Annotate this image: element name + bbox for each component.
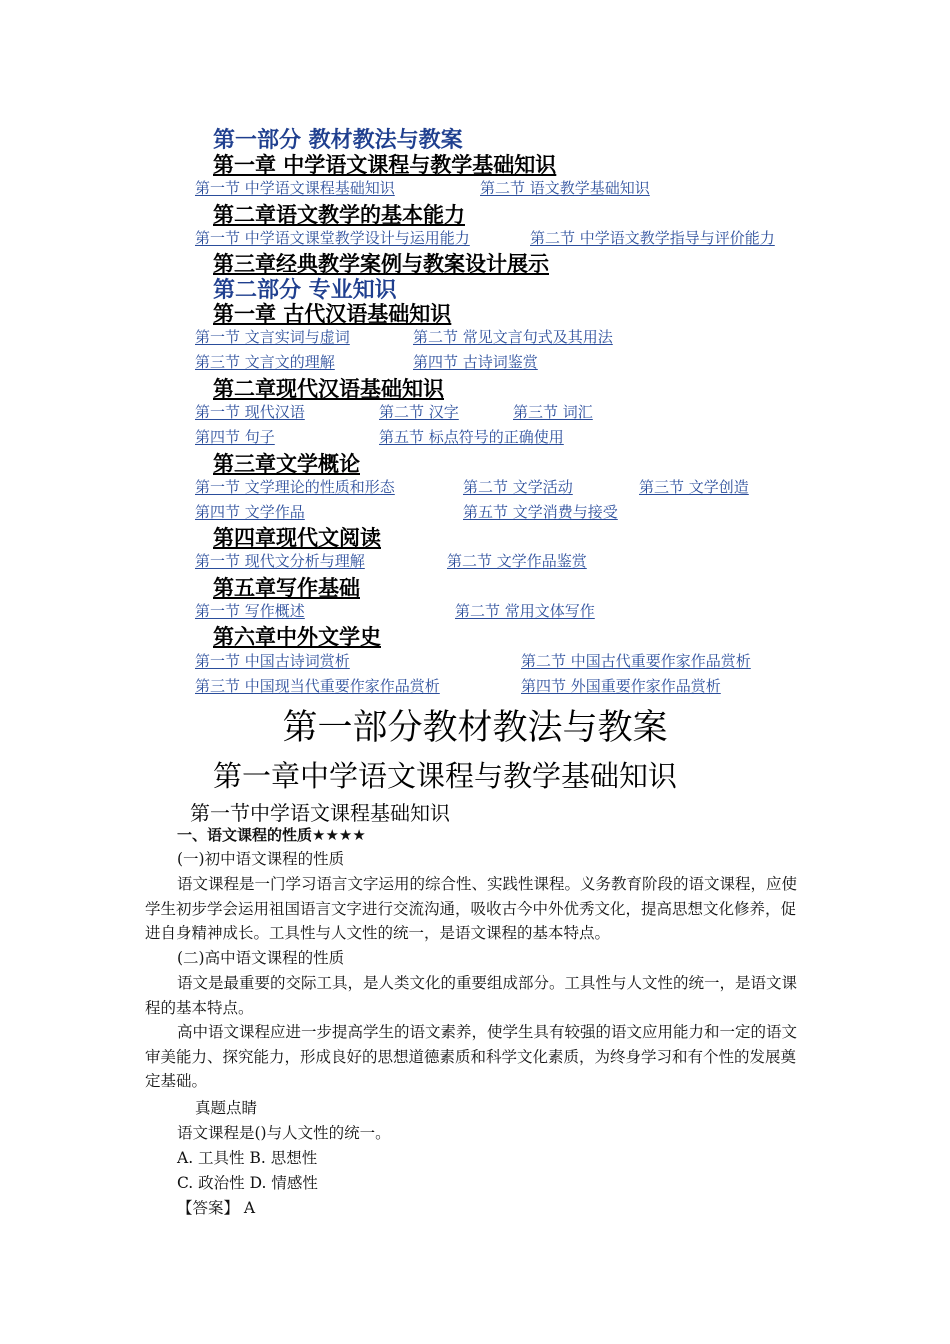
toc-part2-title: 第二部分 专业知识 [213, 278, 397, 303]
toc-p2-ch3-s5-link[interactable]: 第五节 文学消费与接受 [463, 503, 618, 521]
toc-p2-ch2-s4-link[interactable]: 第四节 句子 [195, 428, 275, 446]
toc-p2-ch5-s2-link[interactable]: 第二节 常用文体写作 [455, 602, 595, 620]
toc-p2-ch3-s3-link[interactable]: 第三节 文学创造 [639, 478, 749, 496]
section-heading: 第一节中学语文课程基础知识 [190, 801, 450, 825]
toc-p2-ch3[interactable]: 第三章文学概论 [213, 452, 360, 476]
toc-p2-ch6[interactable]: 第六章中外文学史 [213, 625, 381, 649]
toc-p2-ch5-s1-link[interactable]: 第一节 写作概述 [195, 602, 305, 620]
exam-options-ab: A. 工具性 B. 思想性 [177, 1149, 318, 1167]
exam-question: 语文课程是()与人文性的统一。 [177, 1124, 391, 1142]
toc-p1-ch2[interactable]: 第二章语文教学的基本能力 [213, 203, 465, 227]
toc-p2-ch1-s4-link[interactable]: 第四节 古诗词鉴赏 [413, 353, 538, 371]
toc-p2-ch2[interactable]: 第二章现代汉语基础知识 [213, 377, 444, 401]
toc-part1-title: 第一部分 教材教法与教案 [213, 128, 463, 153]
toc-p2-ch2-s3-link[interactable]: 第三节 词汇 [513, 403, 593, 421]
chapter-heading: 第一章中学语文课程与教学基础知识 [213, 759, 678, 793]
toc-p2-ch1-s3-link[interactable]: 第三节 文言文的理解 [195, 353, 335, 371]
subheading-junior: (一)初中语文课程的性质 [177, 850, 345, 868]
subsection-heading: 一、语文课程的性质★★★★ [177, 826, 366, 844]
toc-p1-ch3[interactable]: 第三章经典教学案例与教案设计展示 [213, 252, 549, 276]
toc-p2-ch1-s1-link[interactable]: 第一节 文言实词与虚词 [195, 328, 350, 346]
toc-p2-ch6-s1-link[interactable]: 第一节 中国古诗词赏析 [195, 652, 350, 670]
exam-label: 真题点睛 [195, 1099, 258, 1117]
toc-p2-ch1[interactable]: 第一章 古代汉语基础知识 [213, 302, 452, 326]
toc-p1-ch2-s1-link[interactable]: 第一节 中学语文课堂教学设计与运用能力 [195, 229, 470, 247]
subheading-senior: (二)高中语文课程的性质 [177, 949, 345, 967]
toc-p2-ch1-s2-link[interactable]: 第二节 常见文言句式及其用法 [413, 328, 613, 346]
toc-p2-ch4[interactable]: 第四章现代文阅读 [213, 526, 381, 550]
toc-p2-ch3-s4-link[interactable]: 第四节 文学作品 [195, 503, 305, 521]
toc-p1-ch2-s2-link[interactable]: 第二节 中学语文教学指导与评价能力 [530, 229, 775, 247]
paragraph-senior-1: 语文是最重要的交际工具，是人类文化的重要组成部分。工具性与人文性的统一，是语文课程的基本特点。 [145, 974, 798, 1017]
toc-p1-ch1-s1-link[interactable]: 第一节 中学语文课程基础知识 [195, 179, 395, 197]
toc-p2-ch2-s5-link[interactable]: 第五节 标点符号的正确使用 [379, 428, 564, 446]
toc-p2-ch6-s3-link[interactable]: 第三节 中国现当代重要作家作品赏析 [195, 677, 440, 695]
toc-p2-ch2-s1-link[interactable]: 第一节 现代汉语 [195, 403, 305, 421]
toc-p2-ch6-s2-link[interactable]: 第二节 中国古代重要作家作品赏析 [521, 652, 751, 670]
part-heading: 第一部分教材教法与教案 [282, 708, 668, 748]
toc-p2-ch3-s1-link[interactable]: 第一节 文学理论的性质和形态 [195, 478, 395, 496]
toc-p2-ch6-s4-link[interactable]: 第四节 外国重要作家作品赏析 [521, 677, 721, 695]
exam-answer: 【答案】 A [177, 1199, 256, 1217]
toc-p2-ch4-s1-link[interactable]: 第一节 现代文分析与理解 [195, 552, 365, 570]
toc-p2-ch3-s2-link[interactable]: 第二节 文学活动 [463, 478, 573, 496]
toc-p1-ch1[interactable]: 第一章 中学语文课程与教学基础知识 [213, 153, 557, 177]
paragraph-senior-2: 高中语文课程应进一步提高学生的语文素养，使学生具有较强的语文应用能力和一定的语文审美能力、探究能力，形成良好的思想道德素质和科学文化素质，为终身学习和有个性的发展奠定基础。 [145, 1023, 798, 1090]
toc-p2-ch2-s2-link[interactable]: 第二节 汉字 [379, 403, 459, 421]
toc-p2-ch4-s2-link[interactable]: 第二节 文学作品鉴赏 [447, 552, 587, 570]
toc-p2-ch5[interactable]: 第五章写作基础 [213, 576, 360, 600]
exam-options-cd: C. 政治性 D. 情感性 [177, 1174, 318, 1192]
toc-p1-ch1-s2-link[interactable]: 第二节 语文教学基础知识 [480, 179, 650, 197]
paragraph-junior: 语文课程是一门学习语言文字运用的综合性、实践性课程。义务教育阶段的语文课程，应使学生初步学会运用祖国语言文字进行交流沟通，吸收古今中外优秀文化，提高思想文化修养，促进自身精神成长。工具性与人文性的统一，是语文课程的基本特点。 [145, 875, 798, 942]
